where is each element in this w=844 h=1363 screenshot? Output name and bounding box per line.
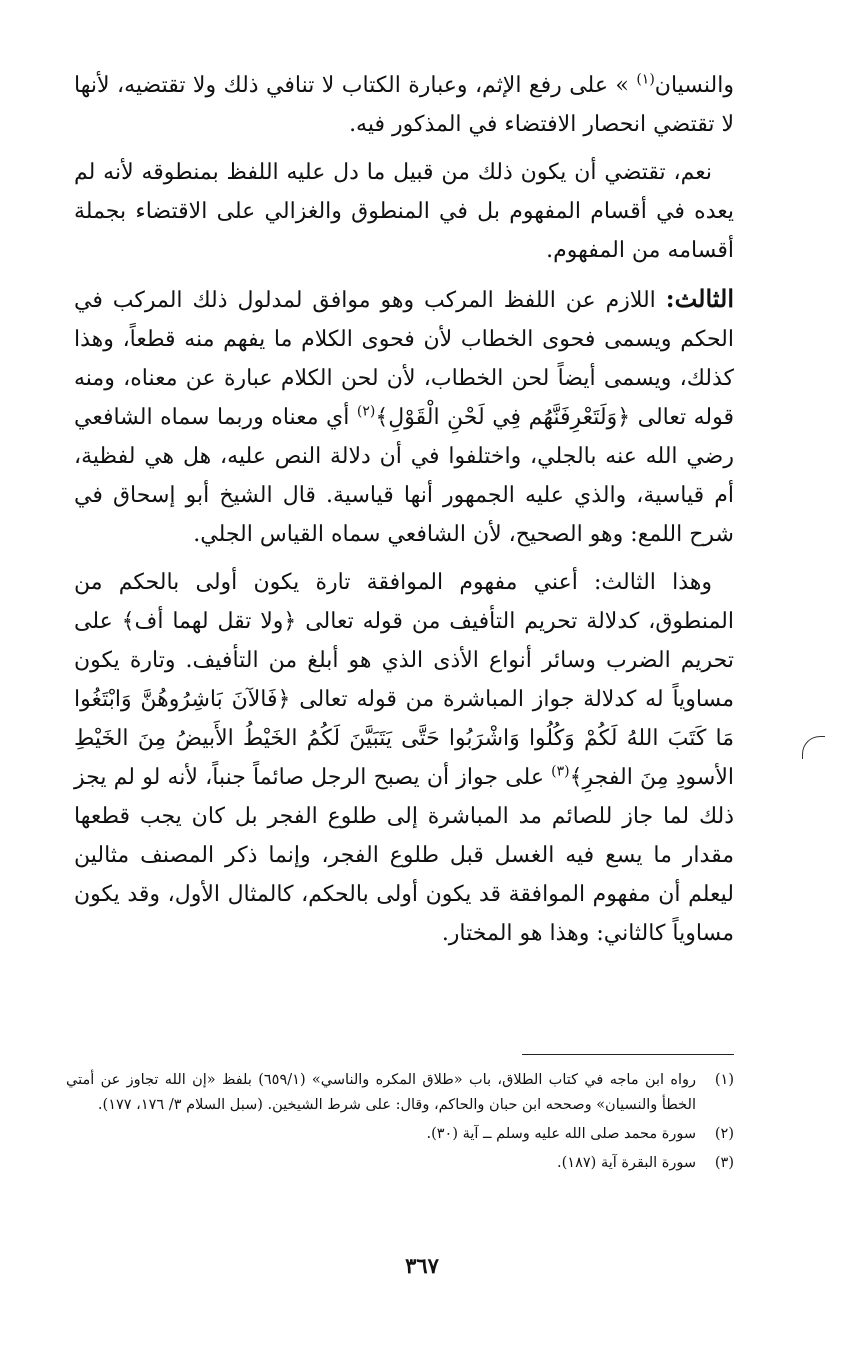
- footnote-number: (١): [714, 1072, 734, 1088]
- footnote-number: (٣): [714, 1155, 734, 1171]
- main-text: [74, 66, 734, 962]
- paragraph-text: والنسيان: [654, 73, 734, 98]
- quran-quote: ﴿ولا تقل لهما أف﴾: [121, 609, 297, 634]
- section-heading: الثالث:: [665, 284, 734, 313]
- footnote: [66, 1151, 734, 1176]
- page-number: ٣٦٧: [405, 1253, 439, 1278]
- paragraph-text: وهذا الثالث: أعني مفهوم الموافقة تارة يكون أولى بالحكم من المنطوق، كدلالة تحريم التأفيف من قوله تعالى: [74, 570, 735, 634]
- paragraph-text: اللازم عن اللفظ المركب وهو موافق لمدلول ذلك المركب في الحكم ويسمى فحوى الخطاب لأن فحوى الكلام ما يفهم منه قطعاً، وهذا كذلك، ويسمى أيضاً لحن الخطاب، لأن لحن الكلام عبارة عن معناه، ومنه قوله تعالى: [74, 288, 734, 430]
- paragraph-text: نعم، تقتضي أن يكون ذلك من قبيل ما دل عليه اللفظ بمنطوقه لأنه لم يعده في أقسام المفهوم بل في المنطوق والغزالي على الاقتضاء بجملة أقسامه من المفهوم.: [74, 160, 734, 263]
- paragraph: [74, 563, 734, 953]
- footnote-reference: (٢): [356, 403, 376, 420]
- footnote-text: سورة محمد صلى الله عليه وسلم ــ آية (٣٠).: [426, 1126, 696, 1142]
- footnote: [66, 1068, 734, 1118]
- footnote: [66, 1122, 734, 1147]
- paragraph: [74, 66, 734, 144]
- paragraph: [74, 279, 734, 554]
- paragraph-text: على جواز أن يصبح الرجل صائماً جنباً، لأنه لو لم يجز ذلك لما جاز للصائم مد المباشرة إلى طلوع الفجر بل كان يجب قطعها مقدار ما يسع فيه الغسل قبل طلوع الفجر، وإنما ذكر المصنف مثالين ليعلم أن مفهوم الموافقة قد يكون أولى بالحكم، كالمثال الأول، وقد يكون مساوياً كالثاني: وهذا هو المختار.: [74, 765, 734, 946]
- paragraph-text: على تحريم الضرب وسائر أنواع الأذى الذي هو أبلغ من التأفيف. وتارة يكون مساوياً له كدلالة جواز المباشرة من قوله تعالى: [74, 609, 735, 712]
- paragraph-text: أي معناه وربما سماه الشافعي رضي الله عنه بالجلي، واختلفوا في أن دلالة النص عليه، هل هي لفظية، أم قياسية، والذي عليه الجمهور أنها قياسية. قال الشيخ أبو إسحاق في شرح اللمع: وهو الصحيح، لأن الشافعي سماه القياس الجلي.: [74, 405, 734, 547]
- quran-quote: ﴿فَالآنَ بَاشِرُوهُنَّ وَابْتَغُوا مَا كَتَبَ اللهُ لَكُمْ وَكُلُوا وَاشْرَبُوا حَتَّى يَتَبَيَّنَ لَكُمُ الخَيْطُ الأَبيضُ مِنَ الخَيْطِ الأسودِ مِنَ الفجرِ﴾: [74, 687, 734, 790]
- footnote-reference: (٣): [551, 763, 570, 780]
- footnote-text: رواه ابن ماجه في كتاب الطلاق، باب «طلاق المكره والناسي» (٦٥٩/١) بلفظ «إن الله تجاوز عن أمتي الخطأ والنسيان» وصححه ابن حبان والحاكم، وقال: على شرط الشيخين. (سبل السلام ٣/ ١٧٦، ١٧٧).: [66, 1072, 696, 1113]
- footnote-reference: (١): [636, 71, 655, 88]
- paragraph: [74, 153, 734, 270]
- quran-quote: ﴿وَلَتَعْرِفَنَّهُم فِي لَحْنِ الْقَوْلِ﴾: [375, 405, 631, 430]
- paragraph-text: » على رفع الإثم، وعبارة الكتاب لا تنافي ذلك ولا تقتضيه، لأنها لا تقتضي انحصار الافتضاء في المذكور فيه.: [74, 73, 734, 137]
- footnote-divider: [522, 1054, 734, 1055]
- footnote-number: (٢): [714, 1126, 734, 1142]
- footnotes: [66, 1068, 734, 1180]
- margin-mark: [802, 736, 825, 759]
- footnote-text: سورة البقرة آية (١٨٧).: [557, 1155, 696, 1171]
